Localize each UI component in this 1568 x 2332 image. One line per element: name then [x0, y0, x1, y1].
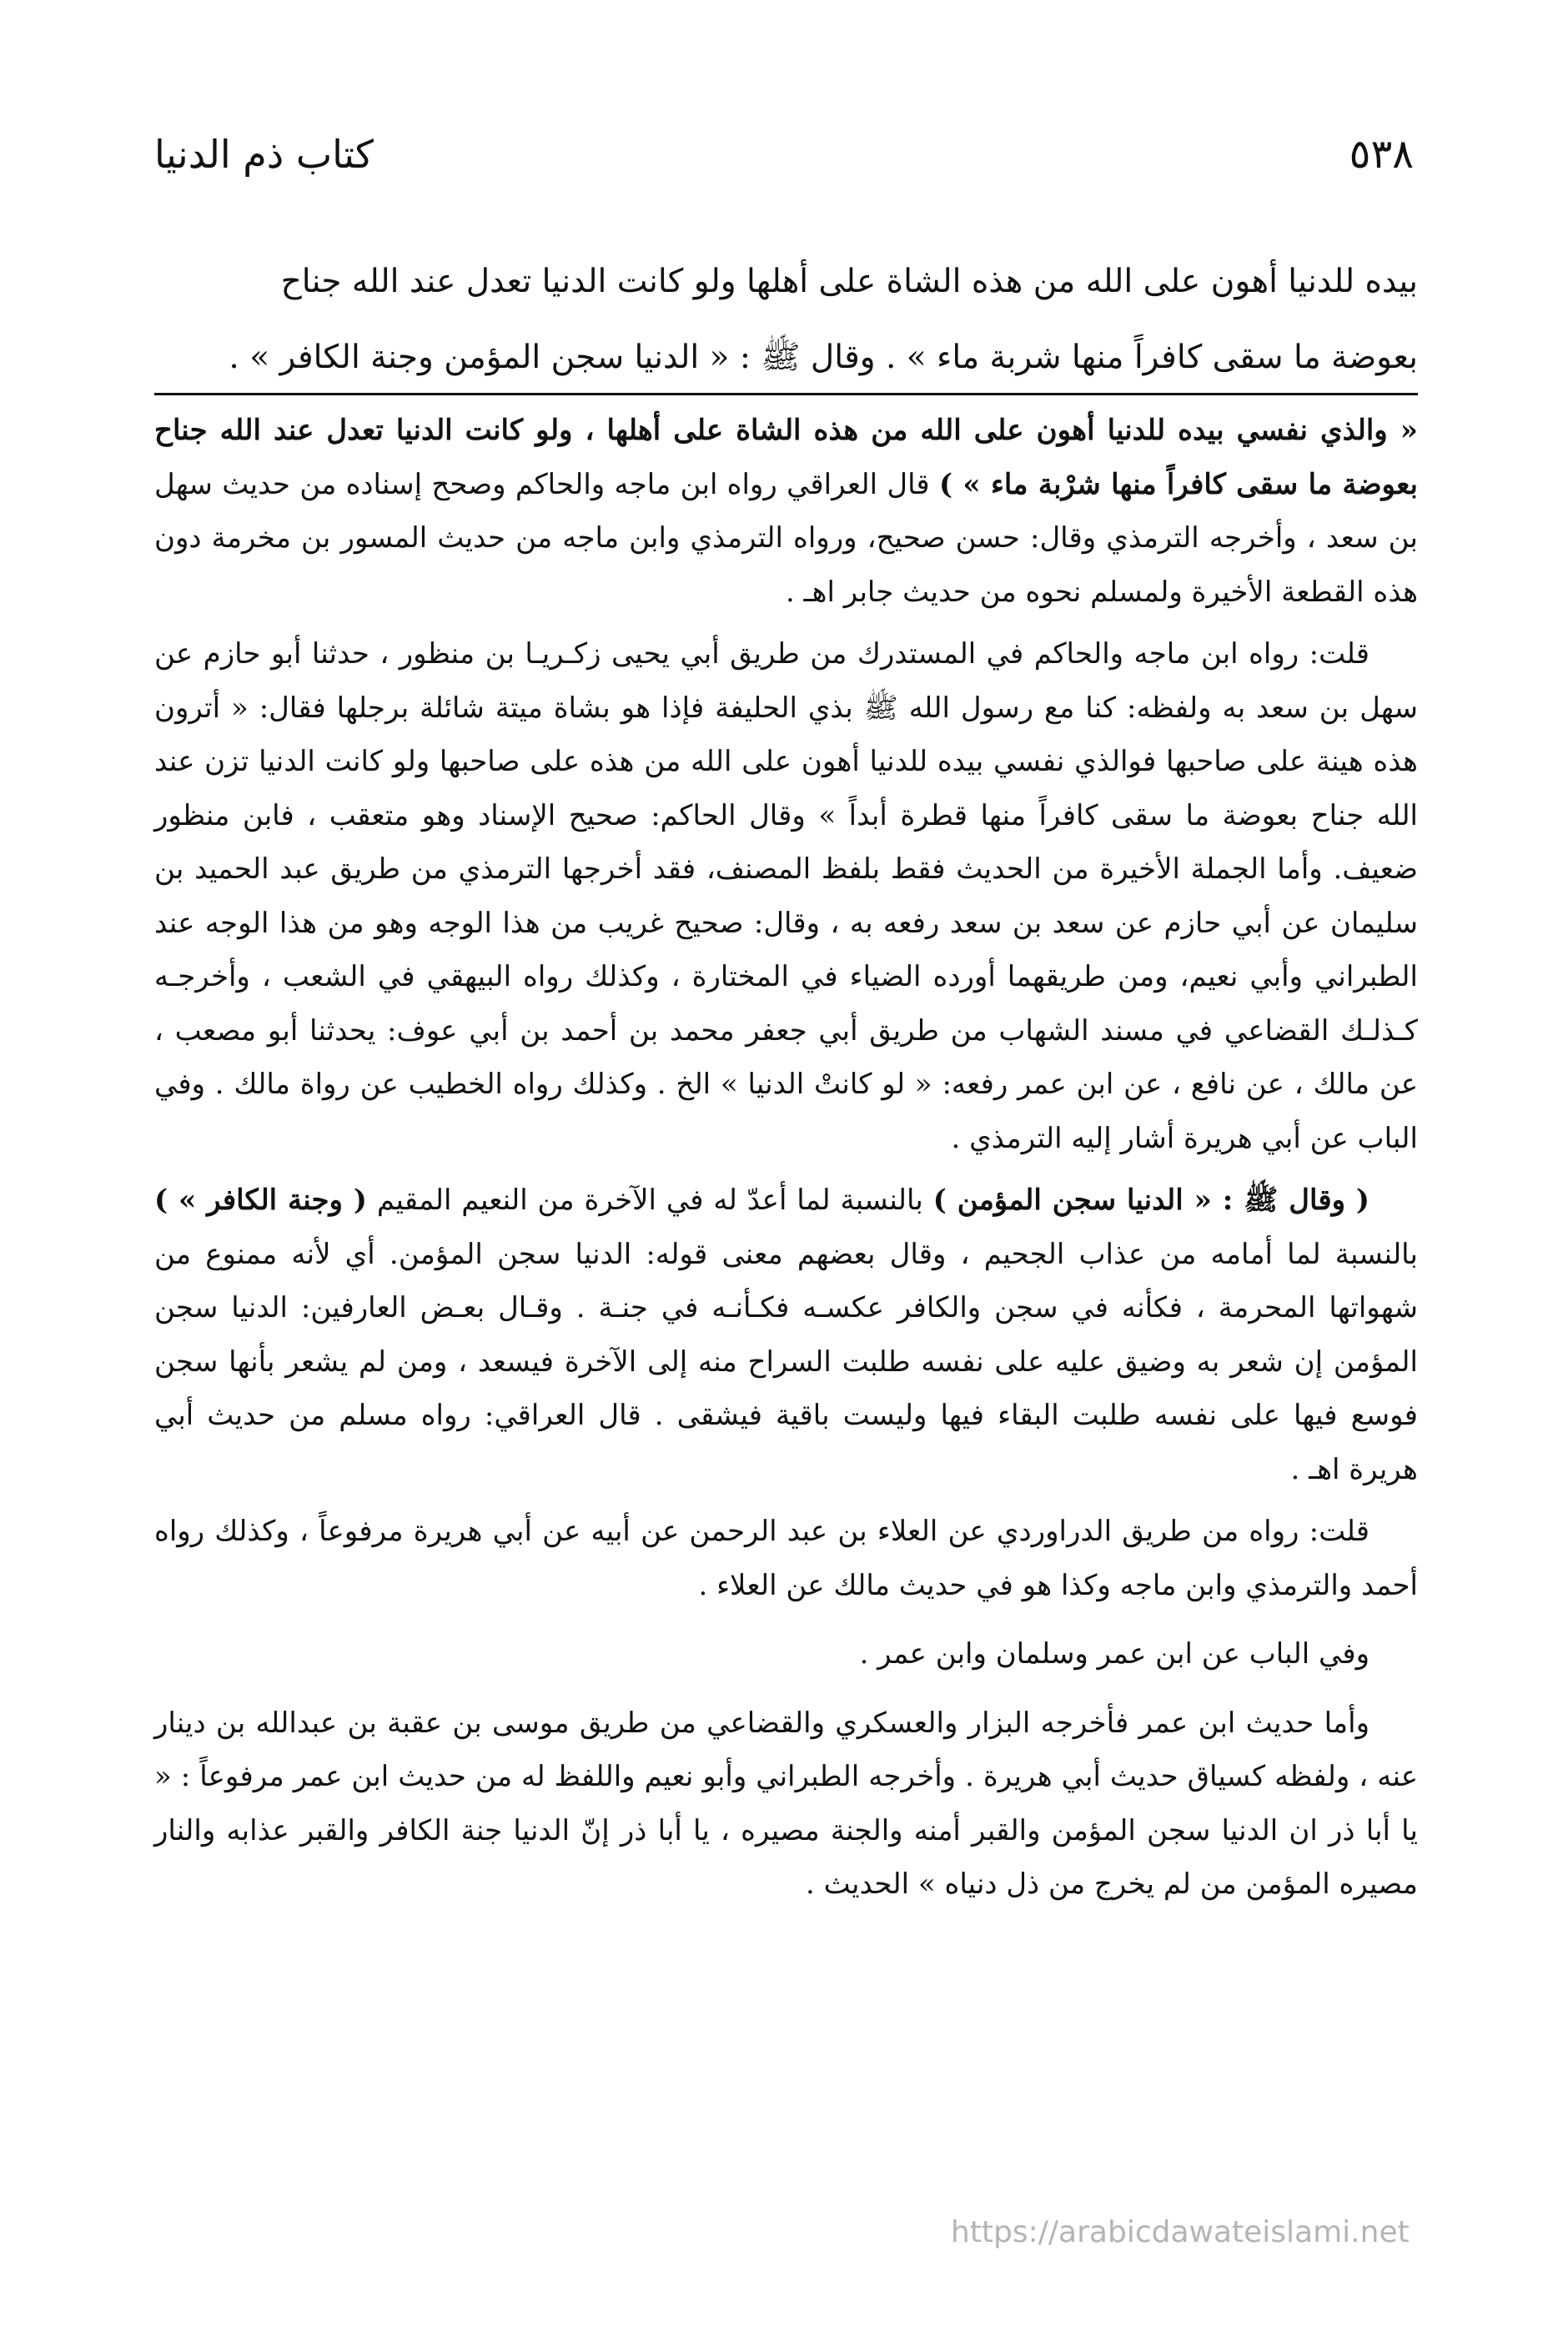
main-text-line-1: بيده للدنيا أهون على الله من هذه الشاة على أهلها ولو كانت الدنيا تعدل عند الله جناح	[280, 263, 1418, 300]
commentary-paragraph-1	[154, 404, 1418, 619]
commentary-paragraph-3-mid: بالنسبة لما أعدّ له في الآخرة من النعيم المقيم	[366, 1184, 933, 1217]
commentary-paragraph-1-text: قال العراقي رواه ابن ماجه والحاكم وصحح إسناده من حديث سهل بن سعد ، وأخرجه الترمذي وقال: حسن صحيح، ورواه الترمذي وابن ماجه من حديث المسور بن مخرمة دون هذه القطعة الأخيرة ولمسلم نحوه من حديث جابر اهـ .	[154, 467, 1418, 609]
quoted-hadith-text: « والذي نفسي بيده للدنيا أهون على الله من هذه الشاة على أهلها ، ولو كانت الدنيا تعدل عند الله جناح بعوضة ما سقى كافراً منها شرْبة ماء » )	[154, 414, 1418, 501]
watermark-url: https://arabicdawateislami.net	[951, 2215, 1410, 2249]
main-text-line-2: بعوضة ما سقى كافراً منها شربة ماء » . وقال ﷺ : « الدنيا سجن المؤمن وجنة الكافر » .	[229, 339, 1418, 376]
quoted-hadith-text-2: ( وقال ﷺ : « الدنيا سجن المؤمن )	[932, 1184, 1369, 1217]
commentary-paragraph-6: وأما حديث ابن عمر فأخرجه البزار والعسكري والقضاعي من طريق موسى بن عقبة بن عبدالله بن دينار عنه ، ولفظه كسياق حديث أبي هريرة . وأخرجه الطبراني وأبو نعيم واللفظ له من حديث ابن عمر مرفوعاً : « يا أبا ذر ان الدنيا سجن المؤمن والقبر أمنه والجنة مصيره ، يا أبا ذر إنّ الدنيا جنة الكافر والقبر عذابه والنار مصيره المؤمن من لم يخرج من ذل دنياه » الحديث .	[154, 1706, 1419, 1901]
quoted-hadith-text-3: ( وجنة الكافر » )	[154, 1184, 367, 1217]
commentary	[154, 404, 1418, 1920]
book-title: كتاب ذم الدنيا	[154, 132, 374, 177]
page-header	[154, 125, 1414, 183]
commentary-paragraph-4: قلت: رواه من طريق الدراوردي عن العلاء بن عبد الرحمن عن أبيه عن أبي هريرة مرفوعاً ، وكذلك رواه أحمد والترمذي وابن ماجه وكذا هو في حديث مالك عن العلاء .	[154, 1515, 1418, 1602]
main-text	[154, 244, 1418, 395]
commentary-paragraph-3	[154, 1174, 1418, 1496]
page-number: ٥٣٨	[1349, 131, 1414, 178]
commentary-paragraph-5: وفي الباب عن ابن عمر وسلمان وابن عمر .	[859, 1637, 1369, 1671]
section-divider	[154, 393, 1418, 395]
commentary-paragraph-2: قلت: رواه ابن ماجه والحاكم في المستدرك من طريق أبي يحيى زكـريـا بن منظور ، حدثنا أبو حازم عن سهل بن سعد به ولفظه: كنا مع رسول الله ﷺ بذي الحليفة فإذا هو بشاة ميتة شائلة برجلها فقال: « أترون هذه هينة على صاحبها فوالذي نفسي بيده للدنيا أهون على الله من هذه على صاحبها ولو كانت الدنيا تزن عند الله جناح بعوضة ما سقى كافراً منها قطرة أبداً » وقال الحاكم: صحيح الإسناد وهو متعقب ، فابن منظور ضعيف. وأما الجملة الأخيرة من الحديث فقط بلفظ المصنف، فقد أخرجها الترمذي من طريق عبد الحميد بن سليمان عن أبي حازم عن سعد بن سعد رفعه به ، وقال: صحيح غريب من هذا الوجه وهو من هذا الوجه عند الطبراني وأبي نعيم، ومن طريقهما أورده الضياء في المختارة ، وكذلك رواه البيهقي في الشعب ، وأخرجـه كـذلـك القضاعي في مسند الشهاب من طريق أبي جعفر محمد بن أحمد بن أبي عوف: يحدثنا أبو مصعب ، عن مالك ، عن نافع ، عن ابن عمر رفعه: « لو كانتْ الدنيا » الخ . وكذلك رواه الخطيب عن رواة مالك . وفي الباب عن أبي هريرة أشار إليه الترمذي .	[154, 637, 1418, 1155]
commentary-paragraph-3-text: بالنسبة لما أمامه من عذاب الجحيم ، وقال بعضهم معنى قوله: الدنيا سجن المؤمن. أي لأنه ممنوع من شهواتها المحرمة ، فكأنه في سجن والكافر عكسـه فكـأنـه في جنـة . وقـال بعـض العارفين: الدنيا سجن المؤمن إن شعر به وضيق عليه على نفسه طلبت السراح منه إلى الآخرة فيسعد ، ومن لم يشعر بأنها سجن فوسع فيها على نفسه طلبت البقاء فيها وليست باقية فيشقى . قال العراقي: رواه مسلم من حديث أبي هريرة اهـ .	[154, 1237, 1418, 1486]
